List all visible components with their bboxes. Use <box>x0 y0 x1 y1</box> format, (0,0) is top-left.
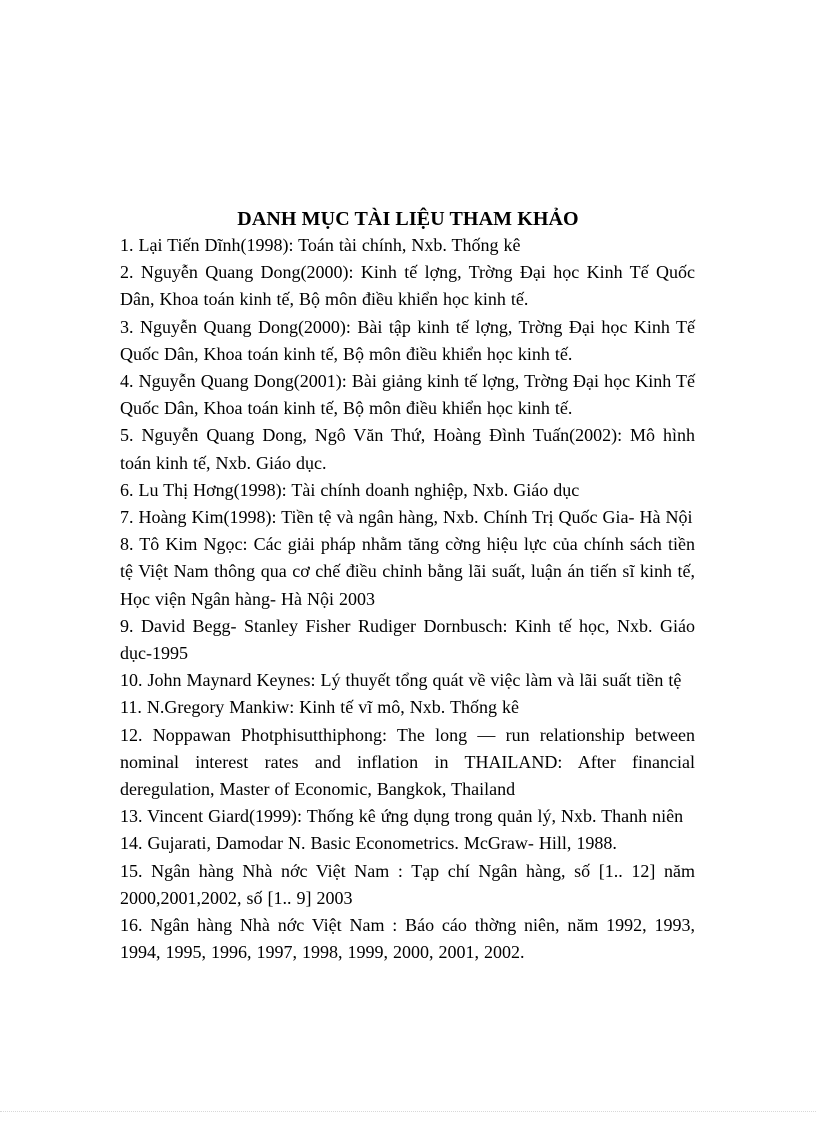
reference-item: 3. Nguyễn Quang Dong(2000): Bài tập kinh tế lợng, Trờng Đại học Kinh Tế Quốc Dân, Khoa toán kinh tế, Bộ môn điều khiển học kinh tế. <box>120 316 695 364</box>
reference-item: 9. David Begg- Stanley Fisher Rudiger Dornbusch: Kinh tế học, Nxb. Giáo dục-1995 <box>120 615 695 664</box>
reference-item: 2. Nguyễn Quang Dong(2000): Kinh tế lợng, Trờng Đại học Kinh Tế Quốc Dân, Khoa toán kinh tế, Bộ môn điều khiển học kinh tế. <box>120 262 695 310</box>
page-title: DANH MỤC TÀI LIỆU THAM KHẢO <box>237 208 579 230</box>
reference-item: 1. Lại Tiến Dĩnh(1998): Toán tài chính, Nxb. Thống kê <box>120 235 521 255</box>
reference-item: 16. Ngân hàng Nhà nớc Việt Nam : Báo cáo thờng niên, năm 1992, 1993, 1994, 1995, 1996, 1997, 1998, 1999, 2000, 2001, 2002. <box>120 915 695 963</box>
reference-list <box>120 232 695 966</box>
reference-item: 14. Gujarati, Damodar N. Basic Econometrics. McGraw- Hill, 1988. <box>120 833 617 854</box>
reference-item: 5. Nguyễn Quang Dong, Ngô Văn Thứ, Hoàng Đình Tuấn(2002): Mô hình toán kinh tế, Nxb. Giáo dục. <box>120 425 695 473</box>
reference-item: 7. Hoàng Kim(1998): Tiền tệ và ngân hàng, Nxb. Chính Trị Quốc Gia- Hà Nội <box>120 507 693 528</box>
reference-item: 8. Tô Kim Ngọc: Các giải pháp nhằm tăng cờng hiệu lực của chính sách tiền tệ Việt Nam thông qua cơ chế điều chỉnh bằng lãi suất, luận án tiến sĩ kinh tế, Học viện Ngân hàng- Hà Nội 2003 <box>120 534 695 609</box>
reference-item: 13. Vincent Giard(1999): Thống kê ứng dụng trong quản lý, Nxb. Thanh niên <box>120 806 684 827</box>
reference-item: 15. Ngân hàng Nhà nớc Việt Nam : Tạp chí Ngân hàng, số [1.. 12] năm 2000,2001,2002, số [1.. 9] 2003 <box>120 860 695 908</box>
reference-item: 10. John Maynard Keynes: Lý thuyết tổng quát về việc làm và lãi suất tiền tệ <box>120 670 682 691</box>
reference-item: 6. Lu Thị Hơng(1998): Tài chính doanh nghiệp, Nxb. Giáo dục <box>120 479 580 500</box>
page-bottom-divider <box>0 1111 816 1112</box>
reference-item: 12. Noppawan Photphisutthiphong: The long — run relationship between nominal interest rates and inflation in THAILAND: After financial deregulation, Master of Economic, Bangkok, Thailand <box>120 724 695 800</box>
reference-item: 11. N.Gregory Mankiw: Kinh tế vĩ mô, Nxb. Thống kê <box>120 697 519 718</box>
reference-item: 4. Nguyễn Quang Dong(2001): Bài giảng kinh tế lợng, Trờng Đại học Kinh Tế Quốc Dân, Khoa toán kinh tế, Bộ môn điều khiển học kinh tế. <box>120 371 695 419</box>
